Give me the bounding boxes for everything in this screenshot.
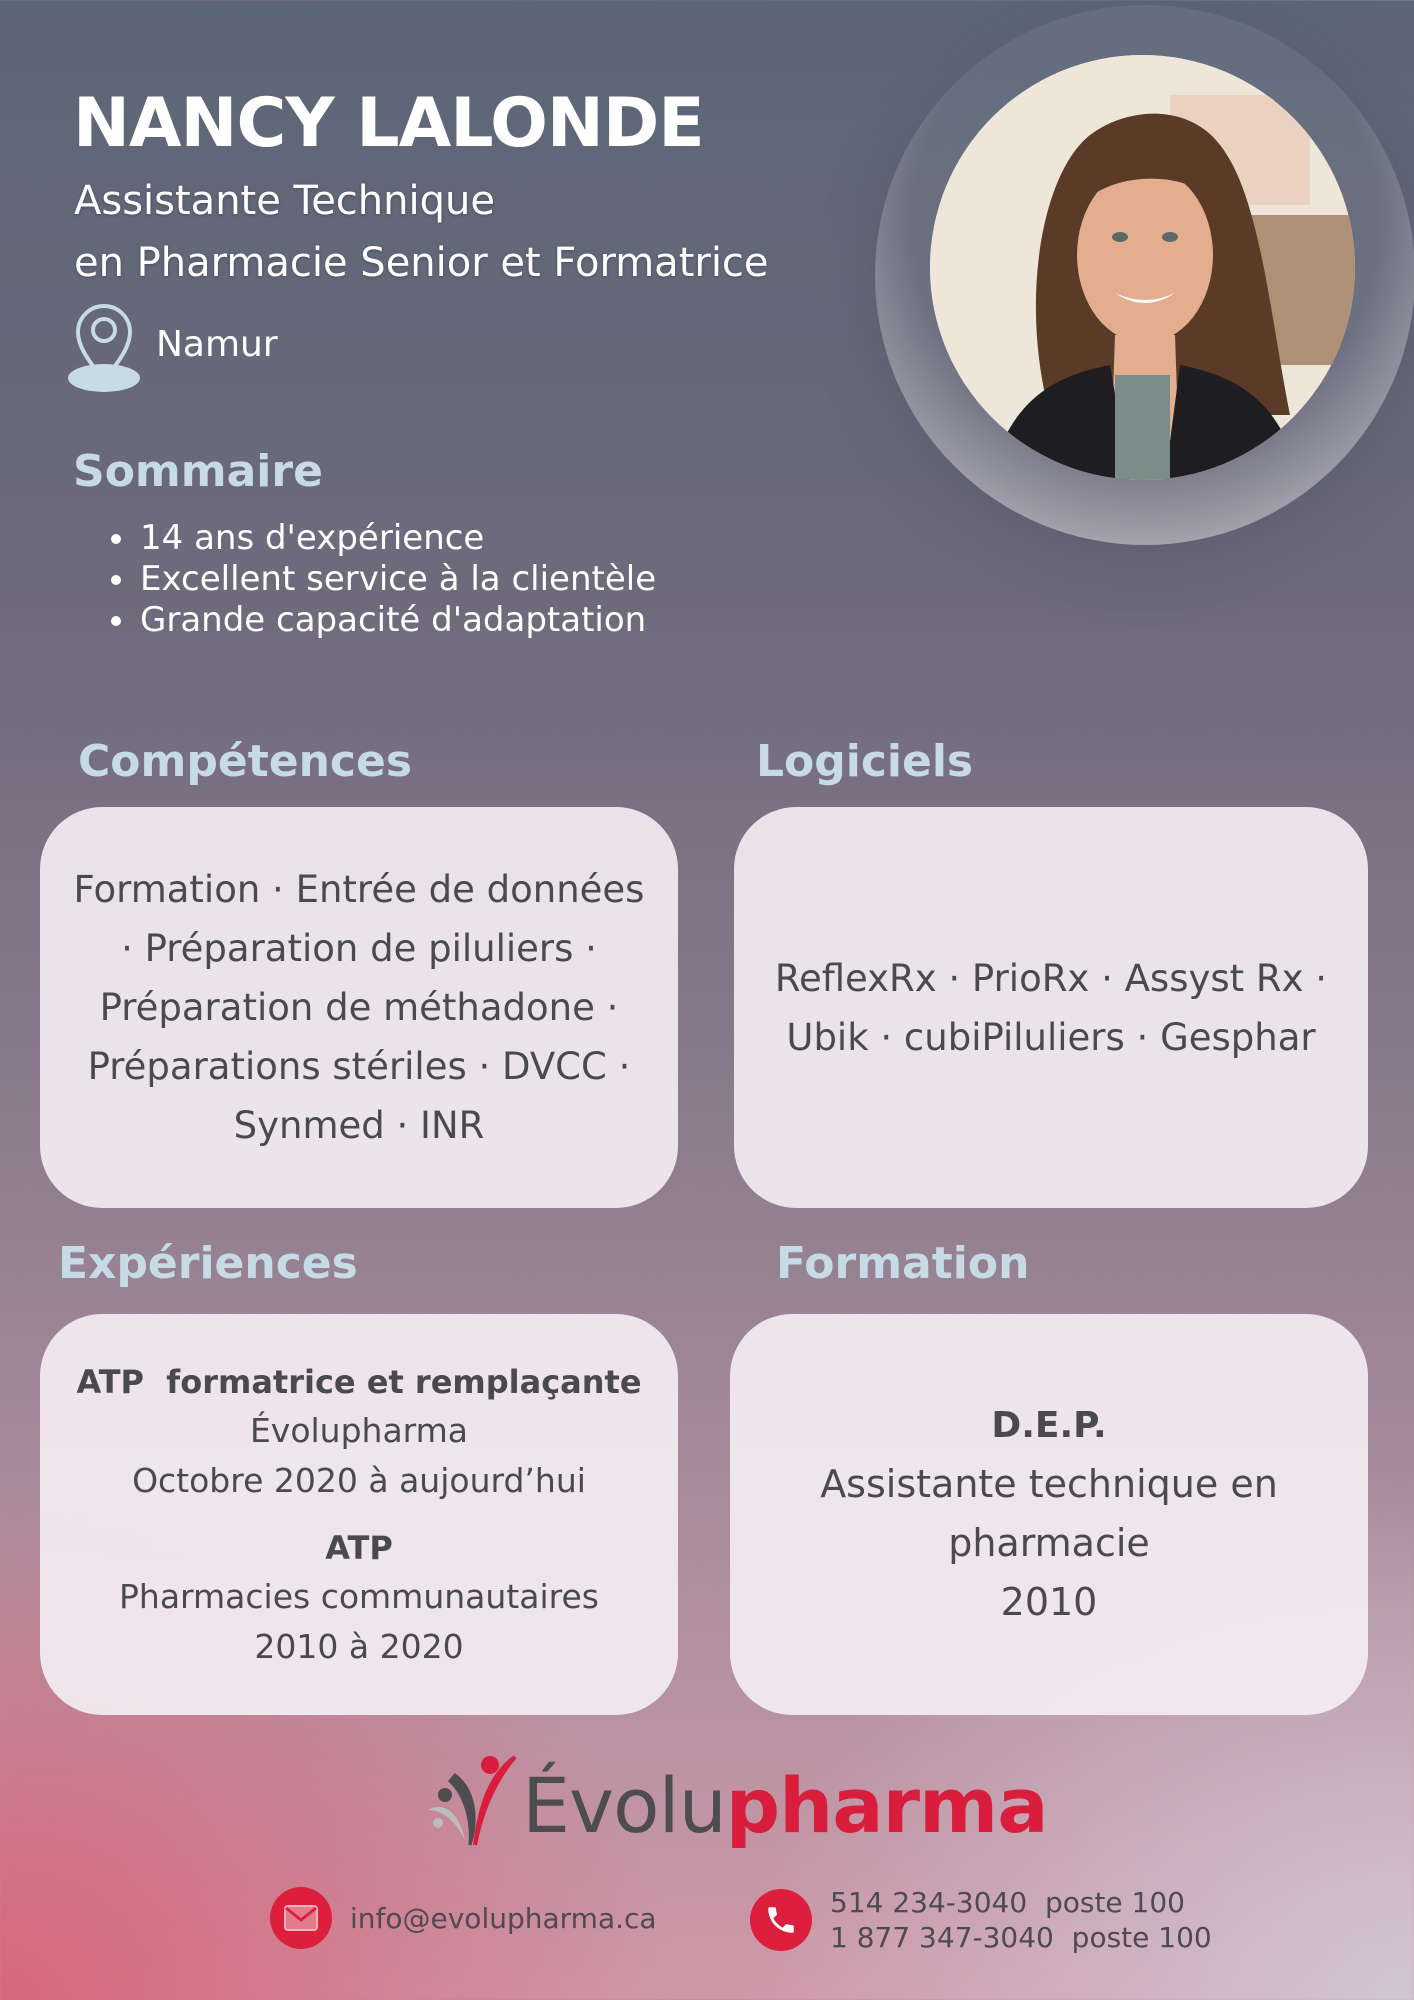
summary-item: • 14 ans d'expérience [138, 518, 656, 559]
skills-text: Formation · Entrée de données · Préparation de piluliers · Préparation de méthadone · Préparations stériles · DVCC · Synmed · INR [73, 868, 645, 1147]
experience-role: ATP formatrice et remplaçante [76, 1362, 642, 1401]
phone-numbers [830, 1885, 1212, 1955]
education-year: 2010 [1000, 1580, 1098, 1624]
job-title-line-2: en Pharmacie Senior et Formatrice [74, 240, 769, 286]
envelope-icon [270, 1887, 332, 1949]
experience-period: 2010 à 2020 [254, 1626, 464, 1666]
experience-entry [119, 1524, 599, 1672]
logo-wordmark: Évolupharma [522, 1760, 1048, 1850]
portrait-illustration [930, 55, 1355, 480]
map-pin-icon [66, 300, 146, 396]
software-text: ReflexRx · PrioRx · Assyst Rx · Ubik · cubiPiluliers · Gesphar [774, 956, 1328, 1059]
job-title [74, 170, 769, 294]
education-program-line-1: Assistante technique en [820, 1462, 1278, 1506]
phone-icon [750, 1889, 812, 1951]
education-program-line-2: pharmacie [948, 1521, 1150, 1565]
experience-role: ATP [325, 1528, 393, 1567]
experience-card [40, 1314, 678, 1715]
summary-heading: Sommaire [73, 446, 323, 497]
summary-item: • Grande capacité d'adaptation [138, 600, 656, 641]
location [66, 300, 278, 396]
experience-employer: Évolupharma [249, 1410, 469, 1450]
email-contact[interactable] [270, 1887, 657, 1949]
phone-number-local[interactable]: 514 234-3040 poste 100 [830, 1886, 1185, 1919]
experience-entry [76, 1358, 641, 1506]
education-heading: Formation [776, 1238, 1030, 1289]
summary-item: • Excellent service à la clientèle [138, 559, 656, 600]
job-title-line-1: Assistante Technique [74, 178, 495, 224]
software-card [734, 807, 1368, 1208]
candidate-name: NANCY LALONDE [73, 84, 704, 163]
location-city: Namur [156, 323, 278, 365]
logo-figure-icon [420, 1745, 530, 1855]
experience-employer: Pharmacies communautaires [119, 1576, 599, 1616]
profile-photo [930, 55, 1355, 480]
evolupharma-logo [420, 1740, 1048, 1860]
skills-card [40, 807, 678, 1208]
phone-contact[interactable] [750, 1885, 1212, 1955]
summary-list [100, 518, 656, 641]
skills-heading: Compétences [78, 736, 413, 787]
email-address[interactable]: info@evolupharma.ca [350, 1901, 657, 1935]
education-degree: D.E.P. [991, 1405, 1107, 1446]
software-heading: Logiciels [756, 736, 974, 787]
education-card [730, 1314, 1368, 1715]
experience-heading: Expériences [58, 1238, 358, 1289]
phone-number-tollfree[interactable]: 1 877 347-3040 poste 100 [830, 1921, 1212, 1954]
experience-period: Octobre 2020 à aujourd’hui [132, 1460, 586, 1500]
